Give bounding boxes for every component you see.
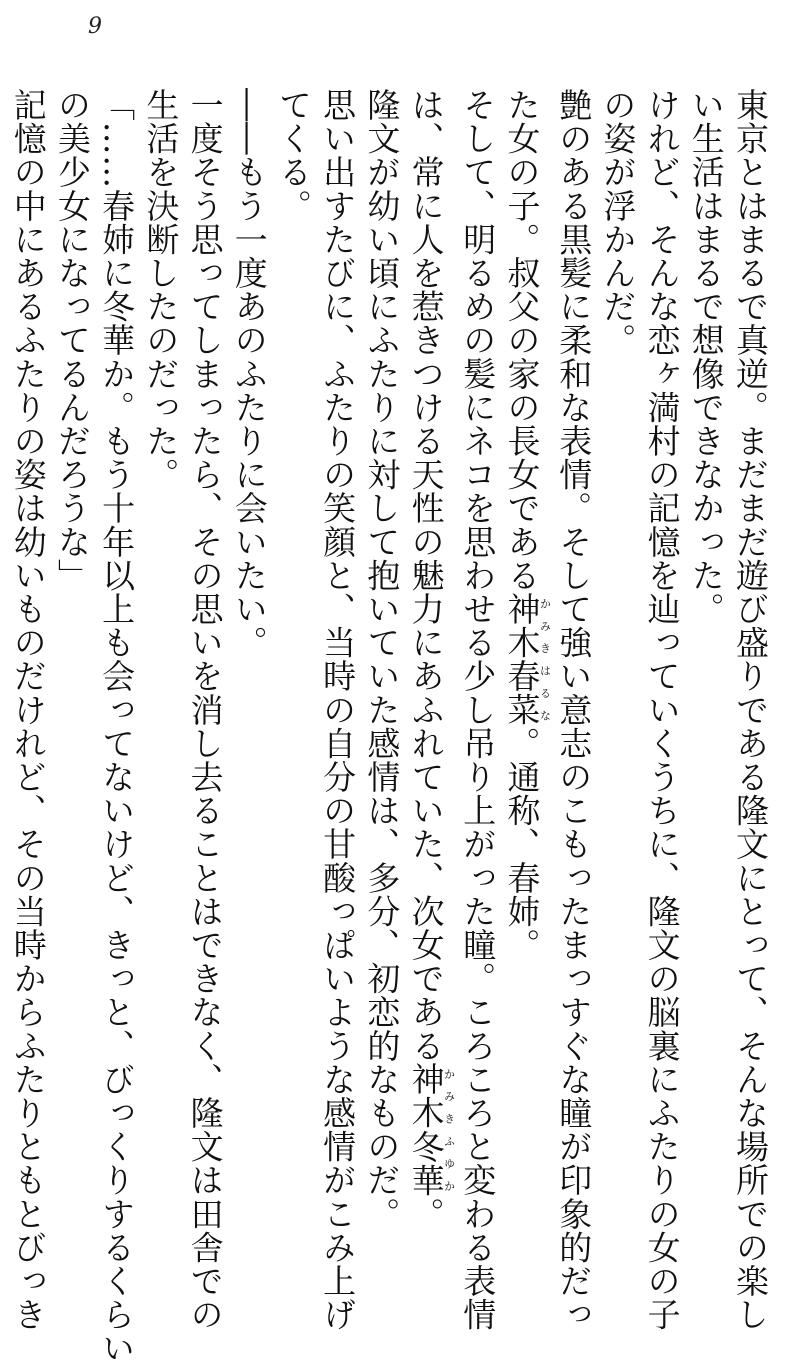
ruby-reading: ふゆか [442,1129,456,1197]
text-segment: 。 [406,1196,446,1231]
vertical-text-body [6,88,772,1365]
text-segment: そして、明るめの髪にネコを思わせる少し吊り上がった瞳。ころころと変わる表情 [458,88,498,1332]
text-segment: の美少女になってるんだろうな」 [52,88,92,592]
text-segment: 東京とはまるで真逆。まだまだ遊び盛りである隆文にとって、そんな場所での楽し [731,88,770,1332]
text-line [94,88,138,1365]
text-segment: た女の子。叔父の家の長女である [502,88,542,592]
text-line [50,88,94,1168]
text-line [138,88,182,1168]
text-segment: 記憶の中にあるふたりの姿は幼いものだけれど、その当時からふたりともとびっき [8,88,48,1332]
text-line [227,88,271,1168]
ruby-annotated-name [502,659,552,727]
text-line [728,88,772,1332]
text-line [359,88,403,1231]
text-line [455,88,499,1332]
text-line [315,88,359,1332]
text-segment: ――もう一度あのふたりに会いたい。 [229,88,269,660]
ruby-reading: かみき [538,592,552,660]
ruby-annotated-name [406,1129,456,1197]
text-segment: の姿が浮かんだ。 [598,88,638,357]
text-segment: 生活を決断したのだった。 [141,88,181,492]
text-line [551,88,595,1332]
ruby-base-text: 神木 [406,1062,446,1130]
text-segment: は、常に人を惹きつける天性の魅力にあふれていた、次女である [406,88,446,1063]
text-line [403,88,456,1231]
ruby-reading: はるな [538,659,552,727]
text-segment: 艶のある黒髪に柔和な表情。そして強い意志のこもったまっすぐな瞳が印象的だっ [554,88,594,1332]
text-line [639,88,683,1332]
ruby-base-text: 春菜 [502,659,542,727]
text-segment: 。通称、春姉。 [502,726,542,962]
text-segment: てくる。 [273,88,313,223]
text-segment: けれど、そんな恋ヶ満村の記憶を辿っていくうちに、隆文の脳裏にふたりの女の子 [642,88,682,1332]
text-line [271,88,315,1168]
ruby-annotated-name [502,592,552,660]
text-segment: 思い出すたびに、ふたりの笑顔と、当時の自分の甘酸っぱいような感情がこみ上げ [318,88,358,1332]
text-segment: 「……春姉に冬華か。もう十年以上も会ってないけど、きっと、びっくりするくらい [97,88,137,1365]
ruby-base-text: 神木 [502,592,542,660]
ruby-base-text: 冬華 [406,1129,446,1197]
text-line [684,88,728,1168]
page-number: 9 [88,14,102,39]
ruby-reading: かみき [442,1062,456,1130]
text-line [6,88,50,1332]
text-segment: い生活はまるで想像できなかった。 [686,88,726,626]
text-line [595,88,639,1168]
text-line [182,88,226,1332]
text-segment: 一度そう思ってしまったら、その思いを消し去ることはできなく、隆文は田舎での [185,88,225,1332]
text-segment: 隆文が幼い頃にふたりに対して抱いていた感情は、多分、初恋的なものだ。 [362,88,402,1231]
text-line [499,88,551,1168]
ruby-annotated-name [406,1062,456,1130]
